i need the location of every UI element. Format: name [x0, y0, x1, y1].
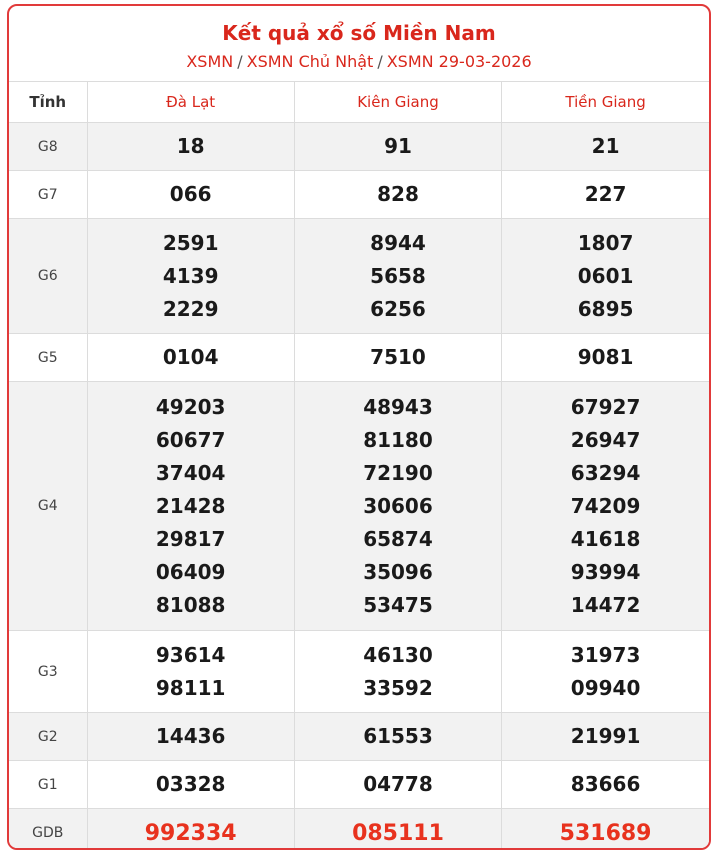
prize-label: G6	[9, 219, 87, 334]
prize-number: 93614	[155, 642, 226, 667]
prize-cell	[87, 713, 294, 761]
table-row	[9, 631, 709, 713]
prize-number: 6895	[577, 296, 634, 321]
prize-number: 72190	[363, 460, 433, 485]
results-header	[9, 6, 709, 82]
prize-number: 37404	[155, 460, 226, 485]
table-row	[9, 219, 709, 334]
breadcrumb-xsmn-date[interactable]: XSMN 29-03-2026	[386, 52, 532, 71]
prize-number: 18	[176, 134, 205, 158]
prize-cell	[502, 334, 709, 382]
breadcrumb-xsmn[interactable]: XSMN	[186, 52, 234, 71]
table-row	[9, 171, 709, 219]
prize-cell	[87, 334, 294, 382]
prize-label: G4	[9, 382, 87, 631]
prize-number: 81180	[363, 427, 433, 452]
results-table	[9, 82, 709, 850]
prize-number: 74209	[570, 493, 641, 518]
prize-number: 1807	[577, 230, 634, 255]
prize-number: 81088	[155, 592, 226, 617]
prize-number: 83666	[570, 772, 641, 796]
prize-number: 06409	[155, 559, 226, 584]
prize-cell	[294, 761, 501, 809]
prize-label: G1	[9, 761, 87, 809]
prize-cell	[294, 171, 501, 219]
prize-cell	[502, 219, 709, 334]
province-tien-giang[interactable]: Tiền Giang	[502, 82, 709, 123]
prize-label: G2	[9, 713, 87, 761]
prize-number: 48943	[363, 394, 433, 419]
breadcrumb-separator: /	[237, 52, 243, 71]
prize-number: 35096	[363, 559, 433, 584]
prize-number: 14472	[570, 592, 641, 617]
table-row	[9, 123, 709, 171]
prize-cell	[87, 761, 294, 809]
prize-number: 03328	[155, 772, 226, 796]
prize-number: 04778	[363, 772, 433, 796]
breadcrumb-separator: /	[377, 52, 383, 71]
prize-cell	[294, 631, 501, 713]
prize-number: 2229	[162, 296, 219, 321]
prize-number: 26947	[570, 427, 641, 452]
prize-number: 21428	[155, 493, 226, 518]
prize-number: 41618	[570, 526, 641, 551]
prize-number: 0104	[162, 345, 219, 369]
table-row	[9, 761, 709, 809]
prize-cell	[87, 382, 294, 631]
prize-cell	[294, 334, 501, 382]
province-da-lat[interactable]: Đà Lạt	[87, 82, 294, 123]
table-header-row	[9, 82, 709, 123]
results-body	[9, 123, 709, 851]
prize-number: 61553	[363, 724, 433, 748]
prize-number: 227	[584, 182, 627, 206]
special-prize-number: 531689	[559, 820, 652, 846]
prize-cell	[502, 171, 709, 219]
prize-cell	[502, 382, 709, 631]
prize-label: G3	[9, 631, 87, 713]
prize-cell	[87, 809, 294, 851]
table-row	[9, 334, 709, 382]
table-row	[9, 809, 709, 851]
prize-cell	[294, 809, 501, 851]
prize-number: 65874	[363, 526, 433, 551]
prize-number: 5658	[370, 263, 426, 288]
prize-number: 29817	[155, 526, 226, 551]
prize-cell	[294, 382, 501, 631]
special-prize-number: 992334	[144, 820, 237, 846]
prize-cell	[87, 123, 294, 171]
prize-label: G5	[9, 334, 87, 382]
prize-number: 60677	[155, 427, 226, 452]
prize-number: 21991	[570, 724, 641, 748]
prize-cell	[502, 123, 709, 171]
prize-cell	[502, 713, 709, 761]
prize-number: 93994	[570, 559, 641, 584]
prize-cell	[294, 123, 501, 171]
table-row	[9, 713, 709, 761]
prize-number: 7510	[370, 345, 426, 369]
prize-cell	[294, 219, 501, 334]
prize-label: G7	[9, 171, 87, 219]
prize-number: 33592	[363, 675, 433, 700]
prize-number: 6256	[370, 296, 426, 321]
prize-number: 828	[377, 182, 419, 206]
prize-number: 67927	[570, 394, 641, 419]
prize-label: GDB	[9, 809, 87, 851]
prize-number: 53475	[363, 592, 433, 617]
prize-number: 31973	[570, 642, 641, 667]
province-kien-giang[interactable]: Kiên Giang	[294, 82, 501, 123]
prize-label: G8	[9, 123, 87, 171]
table-row	[9, 382, 709, 631]
prize-cell	[502, 761, 709, 809]
prize-number: 14436	[155, 724, 226, 748]
prize-number: 2591	[162, 230, 219, 255]
results-card	[7, 4, 711, 850]
prize-number: 30606	[363, 493, 433, 518]
prize-number: 8944	[370, 230, 426, 255]
breadcrumb-xsmn-weekday[interactable]: XSMN Chủ Nhật	[246, 52, 374, 71]
prize-number: 46130	[363, 642, 433, 667]
prize-cell	[87, 631, 294, 713]
prize-number: 98111	[155, 675, 226, 700]
page-title: Kết quả xổ số Miền Nam	[222, 21, 496, 45]
prize-cell	[87, 171, 294, 219]
prize-cell	[502, 631, 709, 713]
prize-number: 63294	[570, 460, 641, 485]
prize-number: 066	[169, 182, 212, 206]
prize-cell	[294, 713, 501, 761]
special-prize-number: 085111	[352, 820, 444, 846]
prize-number: 0601	[577, 263, 634, 288]
province-column-header: Tỉnh	[9, 82, 87, 123]
prize-number: 4139	[162, 263, 219, 288]
prize-number: 91	[384, 134, 412, 158]
prize-number: 9081	[577, 345, 634, 369]
breadcrumb	[9, 52, 709, 72]
prize-number: 09940	[570, 675, 641, 700]
prize-cell	[87, 219, 294, 334]
prize-cell	[502, 809, 709, 851]
prize-number: 49203	[155, 394, 226, 419]
prize-number: 21	[591, 134, 620, 158]
